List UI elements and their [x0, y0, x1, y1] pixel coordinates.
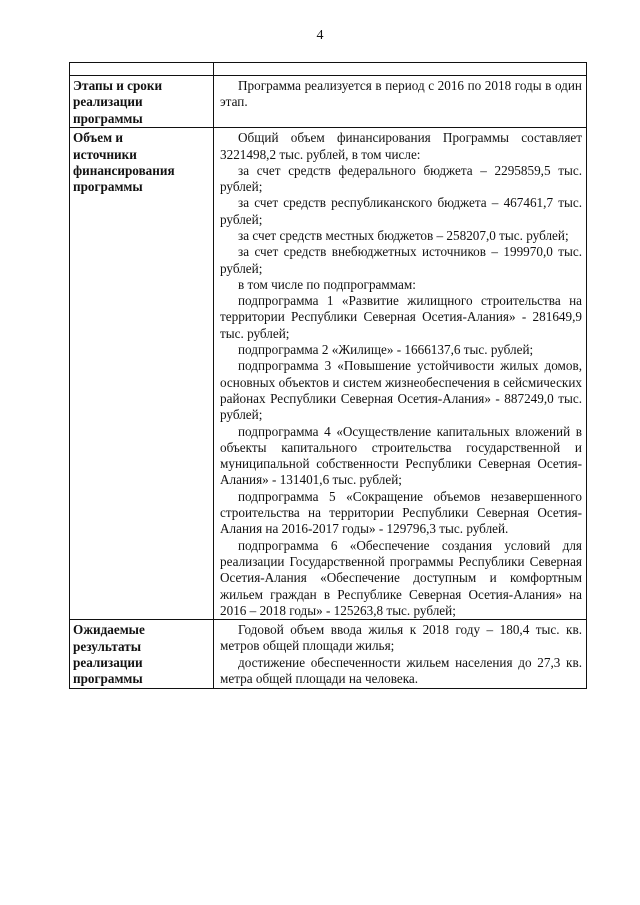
program-passport-table [69, 62, 587, 689]
paragraph: достижение обеспеченности жильем населения до 27,3 кв. метра общей площади на человека. [220, 654, 582, 687]
paragraph: за счет средств внебюджетных источников – 199970,0 тыс. рублей; [220, 244, 582, 276]
row-content-results [214, 620, 587, 689]
paragraph: Общий объем финансирования Программы составляет 3221498,2 тыс. рублей, в том числе: [220, 130, 582, 162]
table-header-row [70, 63, 587, 76]
row-label-stages [70, 76, 214, 128]
label-line: реализации [73, 654, 143, 670]
paragraph: подпрограмма 1 «Развитие жилищного строительства на территории Республики Северная Осетия-Алания» - 281649,9 тыс. рублей; [220, 293, 582, 341]
label-line: источники [73, 146, 137, 162]
page-number: 4 [316, 28, 324, 43]
paragraph: подпрограмма 5 «Сокращение объемов незавершенного строительства на территории Республики Северная Осетия-Алания на 2016-2017 годы» - 129796,3 тыс. рублей. [220, 488, 582, 537]
paragraph: подпрограмма 4 «Осуществление капитальных вложений в объекты капитального строительства государственной и муниципальной собственности Республики Северная Осетия-Алания» - 131401,6 тыс. рублей; [220, 423, 582, 488]
row-label-financing [70, 128, 214, 620]
paragraph: в том числе по подпрограммам: [238, 276, 416, 292]
label-line: программы [73, 110, 143, 126]
paragraph: за счет средств федерального бюджета – 2295859,5 тыс. рублей; [220, 162, 582, 195]
empty-content-cell [214, 63, 587, 76]
paragraph: Годовой объем ввода жилья к 2018 году – 180,4 тыс. кв. метров общей площади жилья; [220, 622, 582, 654]
label-line: программы [73, 671, 143, 687]
row-content-stages [214, 76, 587, 128]
label-line: результаты [73, 638, 142, 654]
empty-label-cell [70, 63, 214, 76]
paragraph: подпрограмма 3 «Повышение устойчивости жилых домов, основных объектов и систем жизнеобеспечения в сейсмических районах Республики Северная Осетия-Алания» - 887249,0 тыс. рублей; [220, 358, 582, 423]
table-row-stages [70, 76, 587, 128]
paragraph: за счет средств местных бюджетов – 258207,0 тыс. рублей; [238, 228, 569, 243]
label-line: реализации [73, 94, 143, 110]
paragraph: Программа реализуется в период с 2016 по 2018 годы в один этап. [220, 78, 582, 110]
table-row-financing [70, 128, 587, 620]
paragraph: за счет средств республиканского бюджета – 467461,7 тыс. рублей; [220, 195, 582, 227]
paragraph: подпрограмма 6 «Обеспечение создания условий для реализации Государственной программы Республики Северная Осетия-Алания «Обеспечение доступным и комфортным жильем граждан в Республике Северная Осетия-Алания» на 2016 – 2018 годы» - 125263,8 тыс. рублей; [220, 537, 582, 618]
label-line: финансирования [73, 163, 175, 179]
label-line: Ожидаемые [73, 622, 145, 638]
row-label-results [70, 620, 214, 689]
paragraph: подпрограмма 2 «Жилище» - 1666137,6 тыс. рублей; [238, 342, 534, 358]
row-content-financing [214, 128, 587, 620]
table-row-results [70, 620, 587, 689]
label-line: Этапы и сроки [73, 78, 163, 93]
label-line: Объем и [73, 130, 123, 146]
label-line: программы [73, 179, 143, 195]
